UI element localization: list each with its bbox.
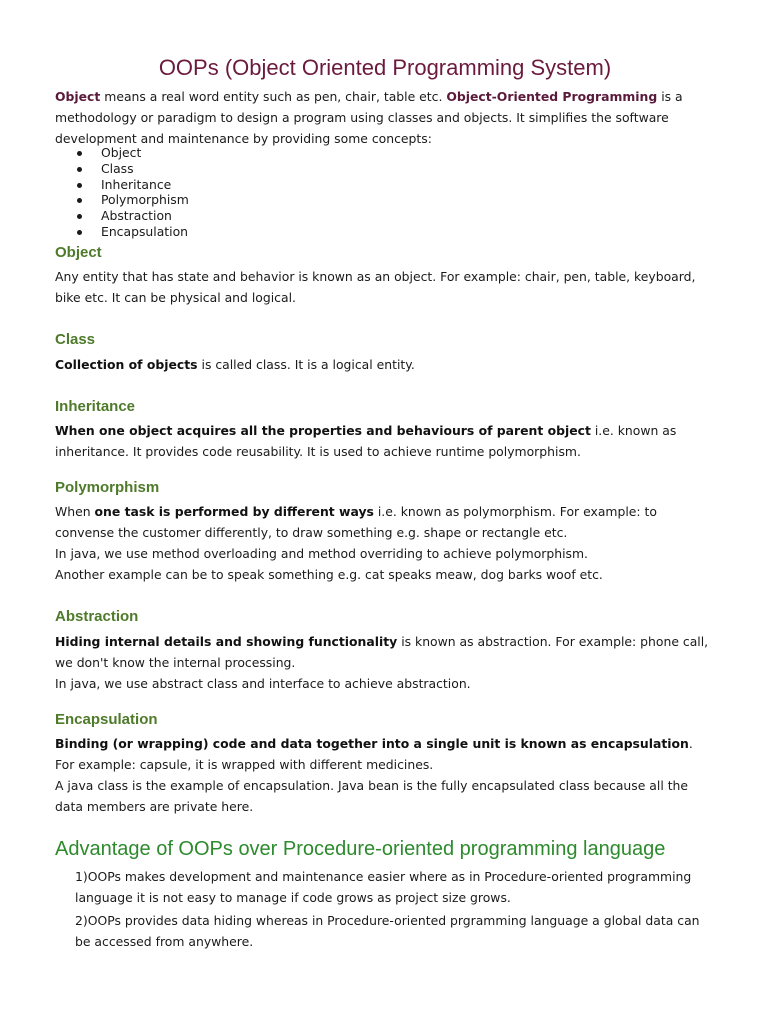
concepts-list <box>55 145 355 240</box>
advantage-item: 2)OOPs provides data hiding whereas in Procedure-oriented prgramming language a global data can be accessed from anywhere. <box>75 913 700 949</box>
list-item: Encapsulation <box>55 224 355 240</box>
encapsulation-bold: Binding (or wrapping) code and data together into a single unit is known as encapsulation <box>55 736 689 751</box>
encapsulation-line-1 <box>55 733 715 775</box>
encapsulation-text: . For example: capsule, it is wrapped with different medicines. <box>55 736 693 772</box>
polymorphism-line-2: In java, we use method overloading and method overriding to achieve polymorphism. <box>55 546 588 561</box>
object-heading: Object <box>55 244 102 261</box>
page-title: OOPs (Object Oriented Programming System) <box>158 55 612 80</box>
class-paragraph <box>55 354 715 375</box>
intro-bold-object: Object <box>55 89 101 104</box>
advantage-heading: Advantage of OOPs over Procedure-oriented programming language <box>55 838 666 860</box>
inheritance-heading: Inheritance <box>55 398 136 415</box>
polymorphism-bold: one task is performed by different ways <box>94 504 374 519</box>
list-item: Object <box>55 145 355 161</box>
advantage-item: 1)OOPs makes development and maintenance easier where as in Procedure-oriented programming language it is not easy to manage if code grows as project size grows. <box>75 869 692 905</box>
inheritance-bold: When one object acquires all the properties and behaviours of parent object <box>55 423 591 438</box>
intro-paragraph <box>55 86 715 149</box>
abstraction-bold: Hiding internal details and showing functionality <box>55 634 398 649</box>
class-heading: Class <box>55 331 96 348</box>
abstraction-paragraph <box>55 631 715 694</box>
abstraction-line-2: In java, we use abstract class and interface to achieve abstraction. <box>55 676 471 691</box>
list-item: Class <box>55 161 355 177</box>
intro-bold-oop: Object-Oriented Programming <box>446 89 658 104</box>
polymorphism-heading: Polymorphism <box>55 479 160 496</box>
polymorphism-pre: When <box>55 504 95 519</box>
intro-text-1: means a real word entity such as pen, chair, table etc. <box>100 89 447 104</box>
class-bold: Collection of objects <box>55 357 198 372</box>
inheritance-paragraph <box>55 420 715 462</box>
polymorphism-line-1 <box>55 501 715 543</box>
abstraction-line-1 <box>55 631 715 673</box>
list-item: Inheritance <box>55 177 355 193</box>
polymorphism-text: i.e. known as polymorphism. For example: to convense the customer differently, to draw something e.g. shape or rectangle etc. <box>55 504 657 540</box>
intro-text-2: is a methodology or paradigm to design a program using classes and objects. It simplifies the software development and maintenance by providing some concepts: <box>55 89 683 146</box>
class-text: is called class. It is a logical entity. <box>197 357 415 372</box>
polymorphism-paragraph <box>55 501 715 585</box>
encapsulation-line-2: A java class is the example of encapsulation. Java bean is the fully encapsulated class because all the data members are private here. <box>55 778 689 814</box>
encapsulation-paragraph <box>55 733 715 817</box>
encapsulation-heading: Encapsulation <box>55 711 158 728</box>
list-item: Polymorphism <box>55 192 355 208</box>
abstraction-heading: Abstraction <box>55 608 139 625</box>
inheritance-text: i.e. known as inheritance. It provides code reusability. It is used to achieve runtime polymorphism. <box>55 423 677 459</box>
object-paragraph: Any entity that has state and behavior is known as an object. For example: chair, pen, table, keyboard, bike etc. It can be physical and logical. <box>55 269 696 305</box>
abstraction-text: is known as abstraction. For example: phone call, we don't know the internal processing. <box>55 634 709 670</box>
polymorphism-line-3: Another example can be to speak something e.g. cat speaks meaw, dog barks woof etc. <box>55 567 603 582</box>
list-item: Abstraction <box>55 208 355 224</box>
